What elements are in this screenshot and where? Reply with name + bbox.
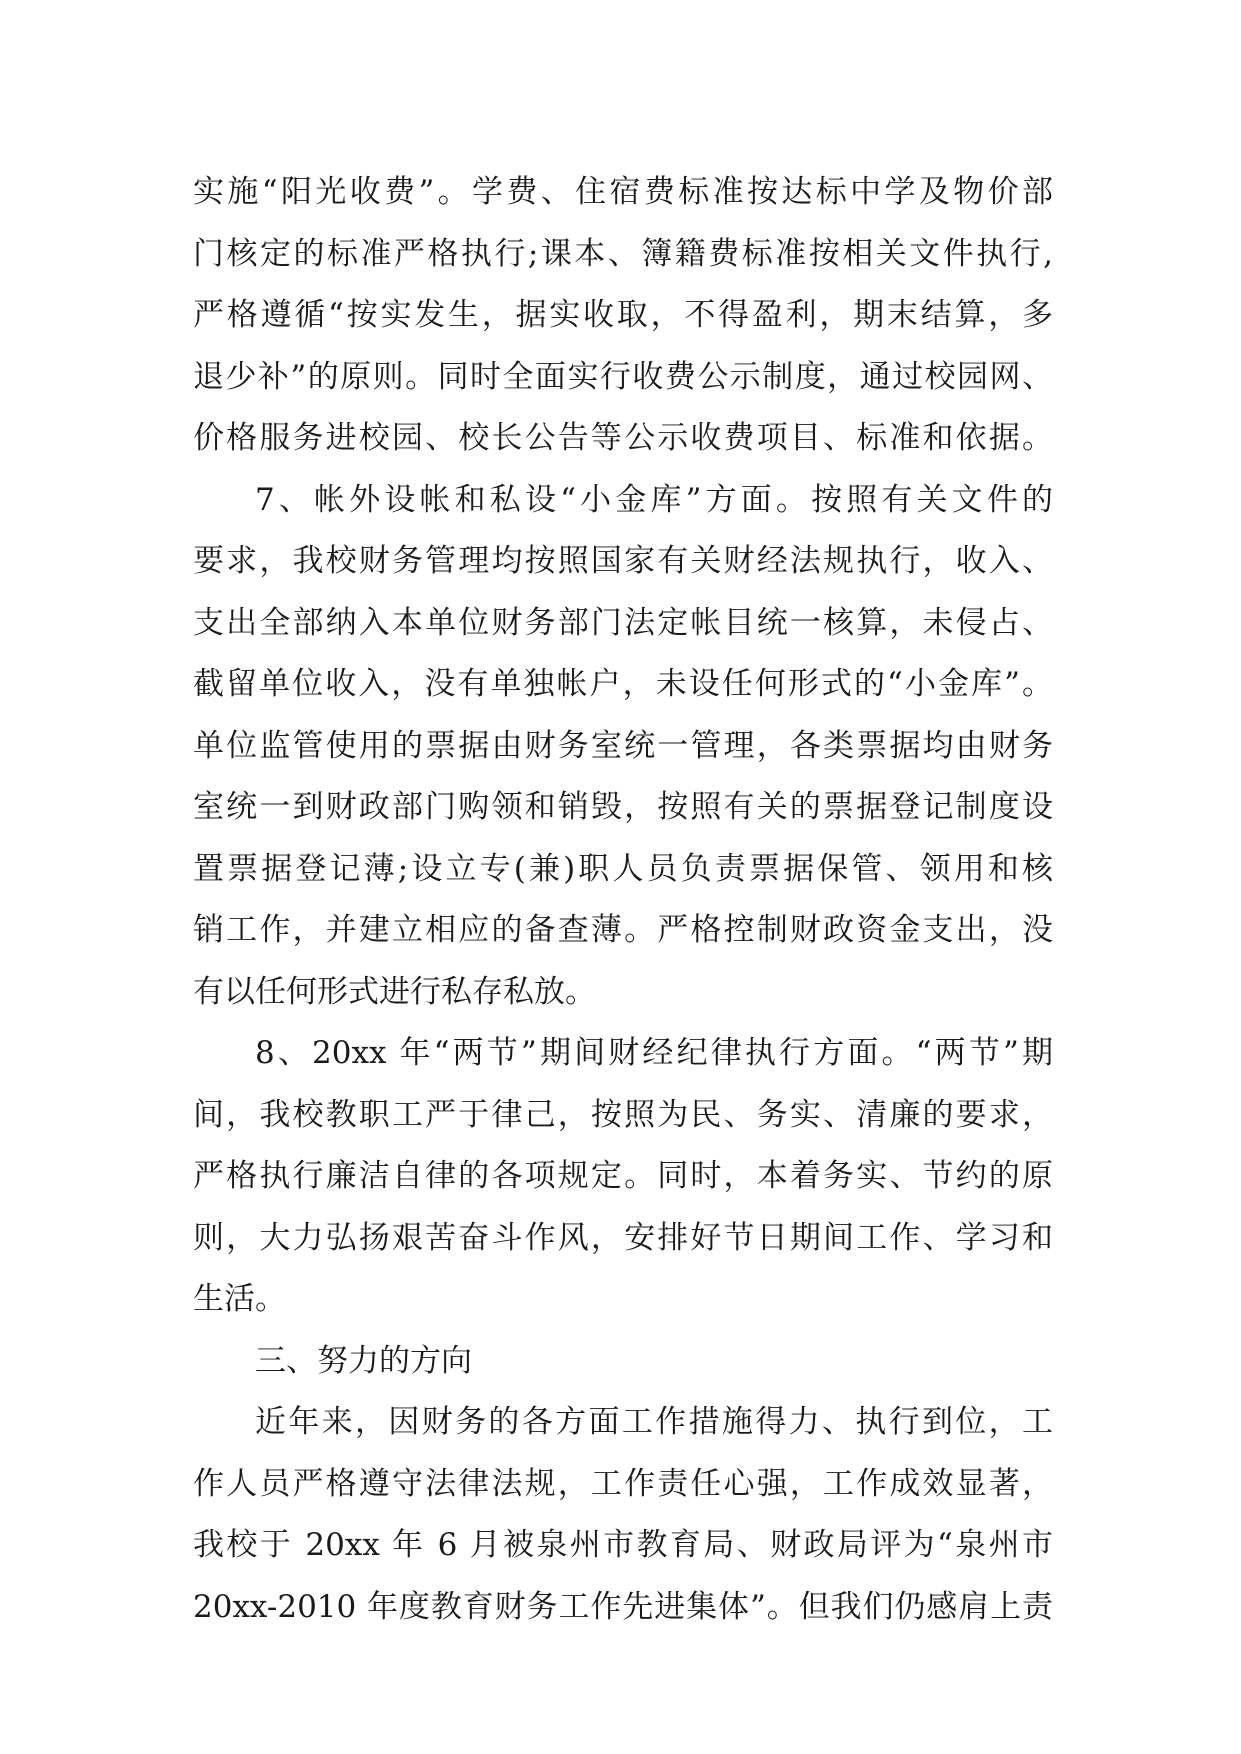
text-line: 有以任何形式进行私存私放。 <box>193 973 596 1010</box>
text-line: 销工作，并建立相应的备查薄。严格控制财政资金支出，没 <box>193 912 1053 948</box>
paragraph-heading-7: 7、帐外设帐和私设“小金库”方面。按照有关文件的 <box>255 481 1053 518</box>
text-line: 置票据登记薄;设立专(兼)职人员负责票据保管、领用和核 <box>193 850 1053 887</box>
text-line: 则，大力弘扬艰苦奋斗作风，安排好节日期间工作、学习和 <box>193 1219 1053 1256</box>
text-line: 价格服务进校园、校长公告等公示收费项目、标准和依据。 <box>193 420 1053 456</box>
text-line: 门核定的标准严格执行;课本、簿籍费标准按相关文件执行, <box>193 235 1053 272</box>
section-heading: 三、努力的方向 <box>255 1342 472 1379</box>
text-line: 室统一到财政部门购领和销毁，按照有关的票据登记制度设 <box>193 789 1053 825</box>
text-line: 20xx-2010 年度教育财务工作先进集体”。但我们仍感肩上责 <box>193 1588 1053 1625</box>
text-line: 我校于 20xx 年 6 月被泉州市教育局、财政局评为“泉州市 <box>193 1527 1053 1563</box>
text-line: 严格执行廉洁自律的各项规定。同时，本着务实、节约的原 <box>193 1158 1053 1194</box>
text-line: 实施“阳光收费”。学费、住宿费标准按达标中学及物价部 <box>193 174 1053 210</box>
text-line: 作人员严格遵守法律法规，工作责任心强，工作成效显著， <box>193 1465 1053 1502</box>
text-line: 退少补”的原则。同时全面实行收费公示制度，通过校园网、 <box>193 358 1053 395</box>
text-line: 截留单位收入，没有单独帐户，未设任何形式的“小金库”。 <box>193 666 1053 702</box>
text-line: 近年来，因财务的各方面工作措施得力、执行到位，工 <box>255 1404 1053 1440</box>
text-line: 生活。 <box>193 1281 286 1317</box>
text-line: 支出全部纳入本单位财务部门法定帐目统一核算，未侵占、 <box>193 604 1053 641</box>
text-line: 严格遵循“按实发生，据实收取，不得盈利，期末结算，多 <box>193 297 1053 333</box>
text-line: 要求，我校财务管理均按照国家有关财经法规执行，收入、 <box>193 543 1053 579</box>
text-line: 间，我校教职工严于律己，按照为民、务实、清廉的要求， <box>193 1096 1053 1133</box>
text-line: 单位监管使用的票据由财务室统一管理，各类票据均由财务 <box>193 727 1053 764</box>
document-body <box>193 162 1053 1638</box>
paragraph-heading-8: 8、20xx 年“两节”期间财经纪律执行方面。“两节”期 <box>255 1035 1053 1071</box>
